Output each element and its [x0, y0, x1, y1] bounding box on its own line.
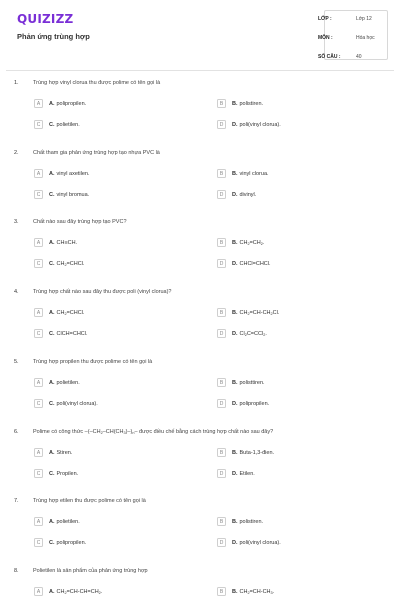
question-number: 2.	[14, 150, 19, 156]
option-prefix: A.	[49, 100, 55, 107]
meta-key-grade: LỚP :	[318, 15, 332, 22]
question-number: 6.	[14, 429, 19, 435]
option-letter-box: A	[34, 169, 43, 178]
answer-option-c[interactable]	[34, 120, 80, 129]
meta-row-grade	[318, 9, 388, 28]
option-prefix: A.	[49, 239, 55, 246]
option-text: $CH_2=CH-CH=CH_2$.	[56, 588, 103, 595]
option-letter-box: D	[217, 190, 226, 199]
question-text: Trùng hợp etilen thu được polime có tên gọi là	[33, 498, 146, 504]
answer-option-c[interactable]	[34, 399, 98, 408]
option-prefix: D.	[232, 191, 238, 198]
meta-row-question-count	[318, 47, 388, 66]
option-text: polisttiren.	[239, 379, 265, 386]
option-letter-box: A	[34, 517, 43, 526]
option-prefix: B.	[232, 379, 238, 386]
option-prefix: C.	[49, 539, 55, 546]
option-text: $CH_2=CHCl$.	[56, 309, 85, 316]
option-letter-box: C	[34, 120, 43, 129]
question-text: Trùng hợp vinyl clorua thu được polime có tên gọi là	[33, 80, 161, 86]
meta-value-question-count: 40	[356, 53, 362, 60]
option-text: CHCl=CHCl.	[239, 260, 271, 267]
option-prefix: B.	[232, 100, 238, 107]
option-letter-box: C	[34, 399, 43, 408]
option-text: polipropilen.	[239, 400, 270, 407]
answer-option-c[interactable]	[34, 259, 84, 268]
option-prefix: C.	[49, 121, 55, 128]
option-text: polietilen.	[56, 121, 80, 128]
meta-value-grade: Lớp 12	[356, 15, 372, 22]
option-prefix: D.	[232, 330, 238, 337]
answer-option-c[interactable]	[34, 469, 78, 478]
answer-option-b[interactable]	[217, 378, 265, 387]
question-number: 1.	[14, 80, 19, 86]
option-text: vinyl bromua.	[56, 191, 90, 198]
option-letter-box: B	[217, 238, 226, 247]
question-text: Trùng hợp propilen thu được polime có tên gọi là	[33, 359, 153, 365]
option-letter-box: A	[34, 378, 43, 387]
answer-option-a[interactable]	[34, 378, 80, 387]
option-text: ClCH=CHCl.	[56, 330, 88, 337]
option-prefix: A.	[49, 588, 55, 595]
option-letter-box: C	[34, 190, 43, 199]
option-text: vinyl clorua.	[239, 170, 269, 177]
option-letter-box: D	[217, 538, 226, 547]
option-text: polietilen.	[56, 518, 80, 525]
answer-option-a[interactable]	[34, 448, 72, 457]
option-prefix: C.	[49, 400, 55, 407]
answer-option-d[interactable]	[217, 469, 255, 478]
answer-option-d[interactable]	[217, 120, 281, 129]
option-letter-box: B	[217, 99, 226, 108]
question-text: Polietilen là sản phẩm của phản ứng trùng hợp	[33, 568, 148, 574]
option-prefix: B.	[232, 239, 238, 246]
option-text: $CH_2=CH-CH_3$.	[239, 588, 275, 595]
answer-option-a[interactable]	[34, 517, 80, 526]
page-title: Phản ứng trùng hợp	[17, 32, 90, 41]
option-letter-box: A	[34, 238, 43, 247]
answer-option-d[interactable]	[217, 538, 281, 547]
question-number: 3.	[14, 219, 19, 225]
answer-option-d[interactable]	[217, 329, 267, 338]
option-letter-box: A	[34, 448, 43, 457]
question-number: 8.	[14, 568, 19, 574]
option-letter-box: B	[217, 308, 226, 317]
option-text: $CH_2=CH-CH_2Cl$.	[239, 309, 280, 316]
option-text: poli(vinyl clorua).	[239, 121, 281, 128]
option-letter-box: B	[217, 448, 226, 457]
answer-option-b[interactable]	[217, 308, 279, 317]
option-text: Buta-1,3-đien.	[239, 449, 275, 456]
answer-option-d[interactable]	[217, 190, 256, 199]
answer-option-d[interactable]	[217, 259, 271, 268]
option-text: Stiren.	[56, 449, 73, 456]
option-letter-box: B	[217, 169, 226, 178]
answer-option-c[interactable]	[34, 329, 88, 338]
answer-option-b[interactable]	[217, 587, 274, 596]
answer-option-b[interactable]	[217, 99, 263, 108]
option-letter-box: A	[34, 587, 43, 596]
question-text: Polime có công thức $-(-CH_2-CH(CH_3)-)_n-$ được điều chế bằng cách trùng hợp chất nào sau đây?	[33, 429, 274, 435]
answer-option-a[interactable]	[34, 587, 102, 596]
option-prefix: D.	[232, 539, 238, 546]
option-text: poli(vinyl clorua).	[239, 539, 281, 546]
option-text: $CH_2=CHCl$.	[56, 260, 85, 267]
option-text: polipropilen.	[56, 100, 87, 107]
option-letter-box: B	[217, 587, 226, 596]
header-divider	[6, 70, 394, 71]
option-prefix: D.	[232, 470, 238, 477]
option-prefix: C.	[49, 260, 55, 267]
question-text: Chất nào sau đây trùng hợp tạo PVC?	[33, 219, 127, 225]
option-letter-box: D	[217, 469, 226, 478]
option-letter-box: B	[217, 378, 226, 387]
option-prefix: D.	[232, 260, 238, 267]
option-prefix: A.	[49, 309, 55, 316]
option-prefix: C.	[49, 330, 55, 337]
option-prefix: C.	[49, 191, 55, 198]
answer-option-c[interactable]	[34, 190, 89, 199]
meta-key-subject: MÔN :	[318, 34, 333, 41]
option-text: Propilen.	[56, 470, 79, 477]
option-prefix: A.	[49, 379, 55, 386]
option-prefix: A.	[49, 449, 55, 456]
option-letter-box: D	[217, 329, 226, 338]
option-text: polistiren.	[239, 518, 264, 525]
option-prefix: B.	[232, 518, 238, 525]
option-text: CH≡CH.	[56, 239, 78, 246]
option-letter-box: C	[34, 329, 43, 338]
question-text: Trùng hợp chất nào sau đây thu được poli (vinyl clorua)?	[33, 289, 172, 295]
option-text: $CH_2=CH_2$.	[239, 239, 265, 246]
option-prefix: B.	[232, 588, 238, 595]
option-text: polipropilen.	[56, 539, 87, 546]
option-prefix: C.	[49, 470, 55, 477]
option-letter-box: C	[34, 259, 43, 268]
quizizz-logo[interactable]: QUIZIZZ	[17, 12, 74, 26]
answer-option-b[interactable]	[217, 238, 264, 247]
answer-option-a[interactable]	[34, 238, 77, 247]
option-text: vinyl axetilen.	[56, 170, 90, 177]
option-letter-box: A	[34, 99, 43, 108]
option-text: polietilen.	[56, 379, 80, 386]
answer-option-a[interactable]	[34, 308, 84, 317]
answer-option-d[interactable]	[217, 399, 269, 408]
option-text: Etilen.	[239, 470, 255, 477]
question-number: 4.	[14, 289, 19, 295]
meta-key-question-count: SỐ CÂU :	[318, 53, 341, 60]
answer-option-a[interactable]	[34, 169, 90, 178]
option-text: divinyl.	[239, 191, 257, 198]
option-prefix: A.	[49, 170, 55, 177]
question-number: 5.	[14, 359, 19, 365]
answer-option-b[interactable]	[217, 448, 274, 457]
question-text: Chất tham gia phản ứng trùng hợp tạo nhựa PVC là	[33, 150, 160, 156]
option-text: poli(vinyl clorua).	[56, 400, 98, 407]
option-letter-box: B	[217, 517, 226, 526]
meta-row-subject	[318, 28, 388, 47]
option-prefix: B.	[232, 449, 238, 456]
option-prefix: B.	[232, 309, 238, 316]
answer-option-a[interactable]	[34, 99, 86, 108]
option-prefix: D.	[232, 400, 238, 407]
option-letter-box: C	[34, 469, 43, 478]
option-prefix: D.	[232, 121, 238, 128]
option-letter-box: D	[217, 399, 226, 408]
meta-value-subject: Hóa học	[356, 34, 375, 41]
option-text: polistiren.	[239, 100, 264, 107]
option-letter-box: D	[217, 259, 226, 268]
option-prefix: A.	[49, 518, 55, 525]
question-number: 7.	[14, 498, 19, 504]
option-letter-box: D	[217, 120, 226, 129]
option-letter-box: A	[34, 308, 43, 317]
answer-option-b[interactable]	[217, 517, 263, 526]
option-prefix: B.	[232, 170, 238, 177]
worksheet-meta	[318, 9, 388, 66]
answer-option-c[interactable]	[34, 538, 86, 547]
option-text: $Cl_2C=CCl_2$.	[239, 330, 267, 337]
answer-option-b[interactable]	[217, 169, 269, 178]
option-letter-box: C	[34, 538, 43, 547]
